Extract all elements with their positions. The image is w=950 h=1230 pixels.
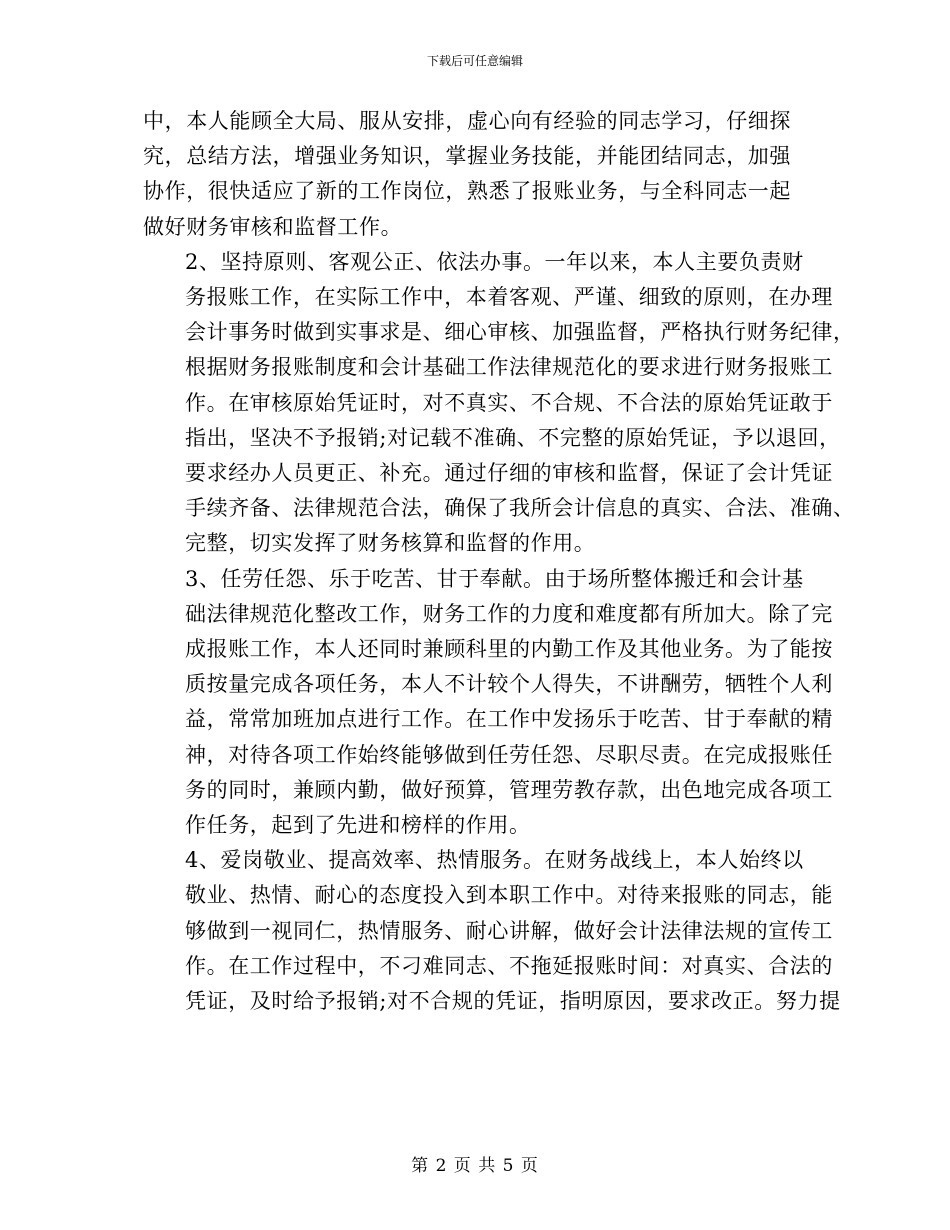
text-line: 中，本人能顾全大局、服从安排，虚心向有经验的同志学习，仔细探 [143, 109, 791, 133]
text-line: 完整，切实发挥了财务核算和监督的作用。 [185, 531, 596, 556]
text-line: 务报账工作，在实际工作中，本着客观、严谨、细致的原则，在办理 [185, 285, 833, 310]
text-line: 础法律规范化整改工作，财务工作的力度和难度都有所加大。除了完 [185, 601, 833, 626]
text-line: 作。在工作过程中，不刁难同志、不拖延报账时间：对真实、合法的 [185, 953, 833, 978]
text-line: 作任务，起到了先进和榜样的作用。 [185, 813, 531, 838]
text-line: 3、任劳任怨、乐于吃苦、甘于奉献。由于场所整体搬迁和会计基 [185, 566, 804, 591]
text-line: 会计事务时做到实事求是、细心审核、加强监督，严格执行财务纪律， [185, 320, 855, 345]
paragraph-2 [143, 245, 855, 562]
document-body [143, 104, 855, 1019]
text-line: 4、爱岗敬业、提高效率、热情服务。在财务战线上，本人始终以 [185, 848, 804, 873]
paragraph-4 [143, 843, 841, 1019]
text-line: 做好财务审核和监督工作。 [143, 214, 403, 239]
text-line: 凭证，及时给予报销;对不合规的凭证，指明原因，要求改正。努力提 [185, 989, 841, 1014]
header-note: 下载后可任意编辑 [426, 54, 523, 68]
text-line: 益，常常加班加点进行工作。在工作中发扬乐于吃苦、甘于奉献的精 [185, 707, 833, 732]
text-line: 要求经办人员更正、补充。通过仔细的审核和监督，保证了会计凭证 [185, 461, 833, 486]
text-line: 究，总结方法，增强业务知识，掌握业务技能，并能团结同志，加强 [143, 144, 791, 169]
paragraph-3 [143, 562, 833, 844]
text-line: 够做到一视同仁，热情服务、耐心讲解，做好会计法律法规的宣传工 [185, 918, 833, 943]
text-line: 成报账工作，本人还同时兼顾科里的内勤工作及其他业务。为了能按 [185, 637, 833, 662]
page-number: 第 2 页 共 5 页 [411, 1156, 539, 1176]
text-line: 2、坚持原则、客观公正、依法办事。一年以来，本人主要负责财 [185, 249, 804, 274]
text-line: 神，对待各项工作始终能够做到任劳任怨、尽职尽责。在完成报账任 [185, 742, 833, 767]
text-line: 敬业、热情、耐心的态度投入到本职工作中。对待来报账的同志，能 [185, 883, 833, 908]
text-line: 作。在审核原始凭证时，对不真实、不合规、不合法的原始凭证敢于 [185, 390, 833, 415]
text-line: 质按量完成各项任务，本人不计较个人得失，不讲酬劳，牺牲个人利 [185, 672, 833, 697]
text-line: 手续齐备、法律规范合法，确保了我所会计信息的真实、合法、准确、 [185, 496, 855, 521]
text-line: 务的同时，兼顾内勤，做好预算，管理劳教存款，出色地完成各项工 [185, 777, 833, 802]
paragraph-1 [143, 104, 803, 245]
text-line: 指出，坚决不予报销;对记载不准确、不完整的原始凭证，予以退回， [185, 425, 841, 450]
text-line: 协作，很快适应了新的工作岗位，熟悉了报账业务，与全科同志一起 [143, 179, 791, 204]
text-line: 根据财务报账制度和会计基础工作法律规范化的要求进行财务报账工 [185, 355, 833, 380]
